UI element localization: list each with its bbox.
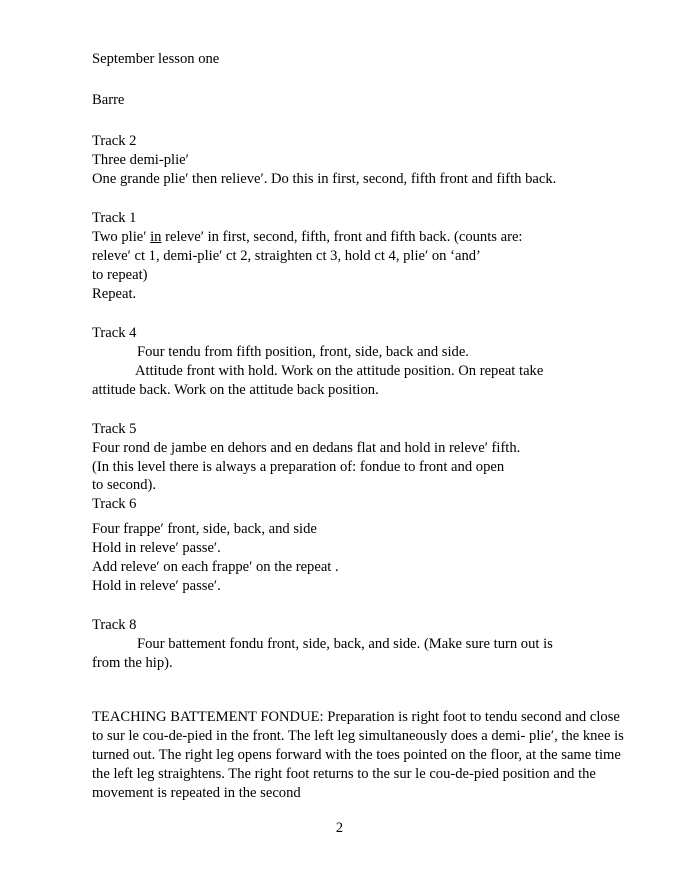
track-line: from the hip). [92,655,173,672]
track-label: Track 2 [92,132,137,149]
track-line: releve′ ct 1, demi-plie′ ct 2, straighten ct 3, hold ct 4, plie′ on ‘and’ [92,247,481,264]
track-label: Track 5 [92,420,137,437]
track-label: Track 1 [92,209,137,226]
track-line: One grande plie′ then relieve′. Do this in first, second, fifth front and fifth back. [92,170,557,187]
track-block-4 [92,324,632,400]
section-heading: Barre [92,91,125,108]
track-line: Three demi-plie′ [92,151,189,168]
track-block-5 [92,420,632,496]
track-line: Four tendu from fifth position, front, side, back and side. [137,343,469,360]
track-block-2 [92,132,632,189]
track-line: Two plie′ in releve′ in first, second, fifth, front and fifth back. (counts are: [92,228,523,245]
track-label: Track 8 [92,617,137,634]
track-line: Four rond de jambe en dehors and en dedans flat and hold in releve′ fifth. [92,439,521,456]
track-line: to repeat) [92,266,148,283]
track-line: Four frappe′ front, side, back, and side [92,521,317,538]
teaching-paragraph: TEACHING BATTEMENT FONDUE: Preparation is right foot to tendu second and close to sur le cou-de-pied in the front. The left leg simultaneously does a demi- plie′, the knee is turned out. The right leg opens forward with the toes pointed on the floor, at the same time the left leg straightens. The right foot returns to the sur le cou-de-pied position and the movement is repeated in the second [92,708,624,801]
track-block-1 [92,209,632,304]
page-number: 2 [335,820,344,836]
document-body [92,50,632,817]
track-line: Four battement fondu front, side, back, and side. (Make sure turn out is [137,636,553,653]
track-line: Repeat. [92,285,137,302]
track-block-8 [92,616,632,673]
track-line: Hold in releve′ passe′. [92,540,221,557]
track-label: Track 4 [92,324,137,341]
track-line: Attitude front with hold. Work on the attitude position. On repeat take [135,362,544,379]
track-line: (In this level there is always a preparation of: fondue to front and open [92,458,505,475]
track-line: to second). [92,477,157,494]
track-label: Track 6 [92,496,137,513]
track-line: Hold in releve′ passe′. [92,578,221,595]
document-heading: September lesson one [92,51,220,67]
track-line: attitude back. Work on the attitude back position. [92,381,379,398]
emphasis-word: in [150,228,162,245]
track-line: Add releve′ on each frappe′ on the repeat . [92,559,339,576]
track-block-6 [92,495,632,596]
